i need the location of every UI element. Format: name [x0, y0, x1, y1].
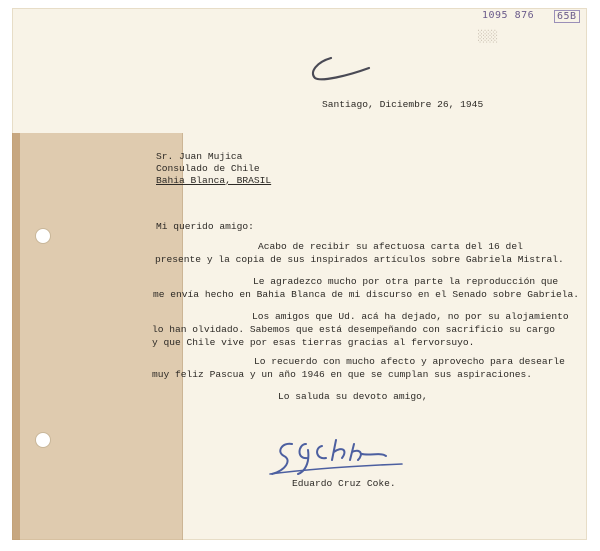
paragraph-4-line-1: Lo recuerdo con mucho afecto y aprovecho para desearle [254, 356, 565, 367]
punch-hole-top [35, 228, 51, 244]
pencil-scribble [305, 52, 375, 86]
archive-code-suffix: 65B [554, 10, 580, 23]
salutation: Mi querido amigo: [156, 221, 254, 232]
tape-edge [12, 133, 20, 540]
paragraph-3-line-2: lo han olvidado. Sabemos que está desempeñando con sacrificio su cargo [152, 324, 556, 335]
punch-hole-bottom [35, 432, 51, 448]
paragraph-3-line-3: y que Chile vive por esas tierras gracias al fervorsuyo. [152, 337, 475, 348]
signatory-name: Eduardo Cruz Coke. [292, 478, 396, 489]
signature-stroke-underline [270, 464, 402, 474]
pencil-mark: ░░░ [478, 30, 498, 43]
paragraph-2-line-2: me envía hecho en Bahia Blanca de mi discurso en el Senado sobre Gabriela. [153, 289, 580, 300]
archive-code: 1095 876 [482, 10, 535, 21]
paragraph-1-line-2: presente y la copia de sus inspirados artículos sobre Gabriela Mistral. [155, 254, 564, 265]
recipient-office: Consulado de Chile [156, 163, 260, 174]
closing: Lo saluda su devoto amigo, [278, 391, 428, 402]
paragraph-3-line-1: Los amigos que Ud. acá ha dejado, no por su alojamiento [252, 311, 569, 322]
pencil-scribble-stroke [313, 58, 369, 79]
recipient-name: Sr. Juan Mujica [156, 151, 243, 162]
letter-date: Santiago, Diciembre 26, 1945 [322, 99, 484, 110]
recipient-city: Bahia Blanca, BRASIL [156, 175, 272, 186]
paragraph-4-line-2: muy feliz Pascua y un año 1946 en que se cumplan sus aspiraciones. [152, 369, 532, 380]
paragraph-1-line-1: Acabo de recibir su afectuosa carta del 16 del [258, 241, 523, 252]
handwritten-signature [262, 430, 412, 480]
paragraph-2-line-1: Le agradezco mucho por otra parte la reproducción que [253, 276, 559, 287]
